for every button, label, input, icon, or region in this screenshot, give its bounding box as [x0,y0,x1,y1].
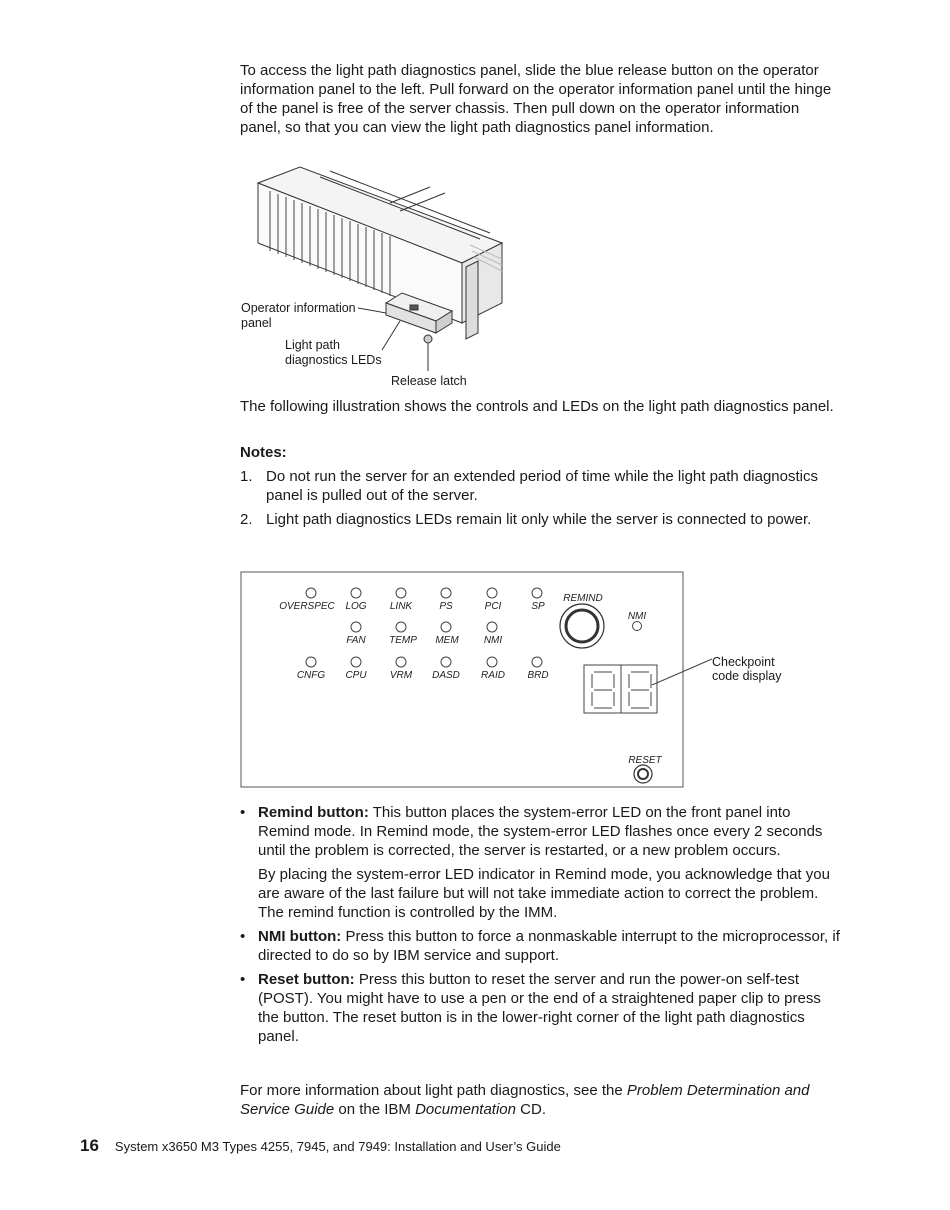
label-link: LINK [389,601,413,612]
nmi-text: Press this button to force a nonmaskable interrupt to the microprocessor, if directed to do so by IBM service and support. [258,928,840,964]
label-overspec: OVERSPEC [279,601,335,612]
note-text: Do not run the server for an extended period of time while the light path diagnostics panel is pulled out of the server. [266,468,818,504]
remind-term: Remind button: [258,804,369,821]
list-item: • NMI button: Press this button to force a nonmaskable interrupt to the microprocessor, if directed to do so by IBM service and support. [240,928,840,964]
label-temp: TEMP [389,635,417,646]
operator-panel-label-line2: panel [241,316,272,330]
label-fan: FAN [346,635,366,646]
label-brd: BRD [527,670,549,681]
led-nmi-icon [487,622,497,632]
note-number: 2. [240,511,253,528]
more-info-part2: on the IBM [334,1101,416,1118]
remind-button[interactable] [560,604,604,648]
reset-button[interactable] [634,765,652,783]
label-ps: PS [439,601,453,612]
led-ps-icon [441,588,451,598]
operator-panel-label [241,301,356,331]
notes-section [240,443,840,534]
notes-list [240,467,840,529]
label-remind: REMIND [563,593,603,604]
nmi-term: NMI button: [258,928,342,945]
led-raid-icon [487,657,497,667]
nmi-button[interactable] [633,622,642,631]
note-item [240,467,840,505]
label-dasd: DASD [432,670,460,681]
remind-text: This button places the system-error LED on the front panel into Remind mode. In Remind mode, the system-error LED flashes once every 2 seconds until the problem is corrected, the server is restarted, or a new problem occurs. [258,804,823,859]
led-dasd-icon [441,657,451,667]
label-pci: PCI [484,601,502,612]
led-pci-icon [487,588,497,598]
more-info-part1: For more information about light path diagnostics, see the [240,1082,627,1099]
button-descriptions [240,803,840,1051]
reset-term: Reset button: [258,971,355,988]
diagnostics-panel-figure [240,571,800,791]
led-vrm-icon [396,657,406,667]
label-log: LOG [345,601,367,612]
remind-extra: By placing the system-error LED indicator in Remind mode, you acknowledge that you are aware of the last failure but will not take immediate action to correct the problem. The remind function is controlled by the IMM. [258,866,830,921]
more-info-documentation: Documentation [415,1101,516,1118]
label-sp: SP [531,601,545,612]
label-reset: RESET [628,755,662,766]
label-vrm: VRM [389,670,413,681]
led-cpu-icon [351,657,361,667]
reset-text: Press this button to reset the server and run the power-on self-test (POST). You might have to use a pen or the end of a straightened paper clip to press the button. The reset button is in the lower-right corner of the light path diagnostics panel. [258,971,821,1045]
led-sp-icon [532,588,542,598]
label-mem: MEM [435,635,459,646]
list-item: • Remind button: This button places the system-error LED on the front panel into Remind mode. In Remind mode, the system-error LED flashes once every 2 seconds until the problem is corrected, the server is restarted, or a new problem occurs. By placing the system-error LED indicator in Remind mode, you acknowledge that you are aware of the last failure but will not take immediate action to correct the problem. The remind function is controlled by the IMM. [240,803,840,922]
diagnostics-panel [240,571,800,791]
note-text: Light path diagnostics LEDs remain lit only while the server is connected to power. [266,511,812,528]
label-raid: RAID [481,670,505,681]
list-item: • Reset button: Press this button to reset the server and run the power-on self-test (POST). You might have to use a pen or the end of a straightened paper clip to press the button. The reset button is in the lower-right corner of the light path diagnostics panel. [240,971,821,1045]
led-fan-icon [351,622,361,632]
more-info-paragraph [240,1081,840,1119]
checkpoint-label-line2: code display [712,669,782,683]
led-link-icon [396,588,406,598]
led-overspec-icon [306,588,316,598]
page-number: 16 [80,1136,99,1155]
label-cpu: CPU [345,670,367,681]
checkpoint-label-line1: Checkpoint [712,655,775,669]
leds-label-line1: Light path [285,338,340,352]
note-number: 1. [240,468,253,485]
notes-heading: Notes: [240,444,287,461]
footer-title: System x3650 M3 Types 4255, 7945, and 7949: Installation and User’s Guide [114,1139,561,1154]
led-brd-icon [532,657,542,667]
release-latch-label: Release latch [391,374,467,388]
label-nmi-button: NMI [627,611,647,622]
intro-paragraph: To access the light path diagnostics panel, slide the blue release button on the operator information panel to the left. Pull forward on the operator information panel until the hinge of the panel is free of the server chassis. Then pull down on the operator information panel, so that you can view the light path diagnostics panel information. [240,62,832,136]
operator-panel-label-line1: Operator information [241,301,356,315]
led-cnfg-icon [306,657,316,667]
led-log-icon [351,588,361,598]
leds-label-line2: diagnostics LEDs [285,353,382,367]
more-info-guide-title: Problem Determination and Service Guide [240,1082,810,1118]
more-info-part3: CD. [516,1101,546,1118]
label-nmi-led: NMI [483,635,503,646]
label-cnfg: CNFG [296,670,326,681]
led-temp-icon [396,622,406,632]
page-footer [80,1136,561,1156]
note-item [240,510,840,529]
server-figure [240,163,540,393]
leds-label [285,338,382,368]
led-mem-icon [441,622,451,632]
following-paragraph: The following illustration shows the controls and LEDs on the light path diagnostics panel. [240,398,834,415]
